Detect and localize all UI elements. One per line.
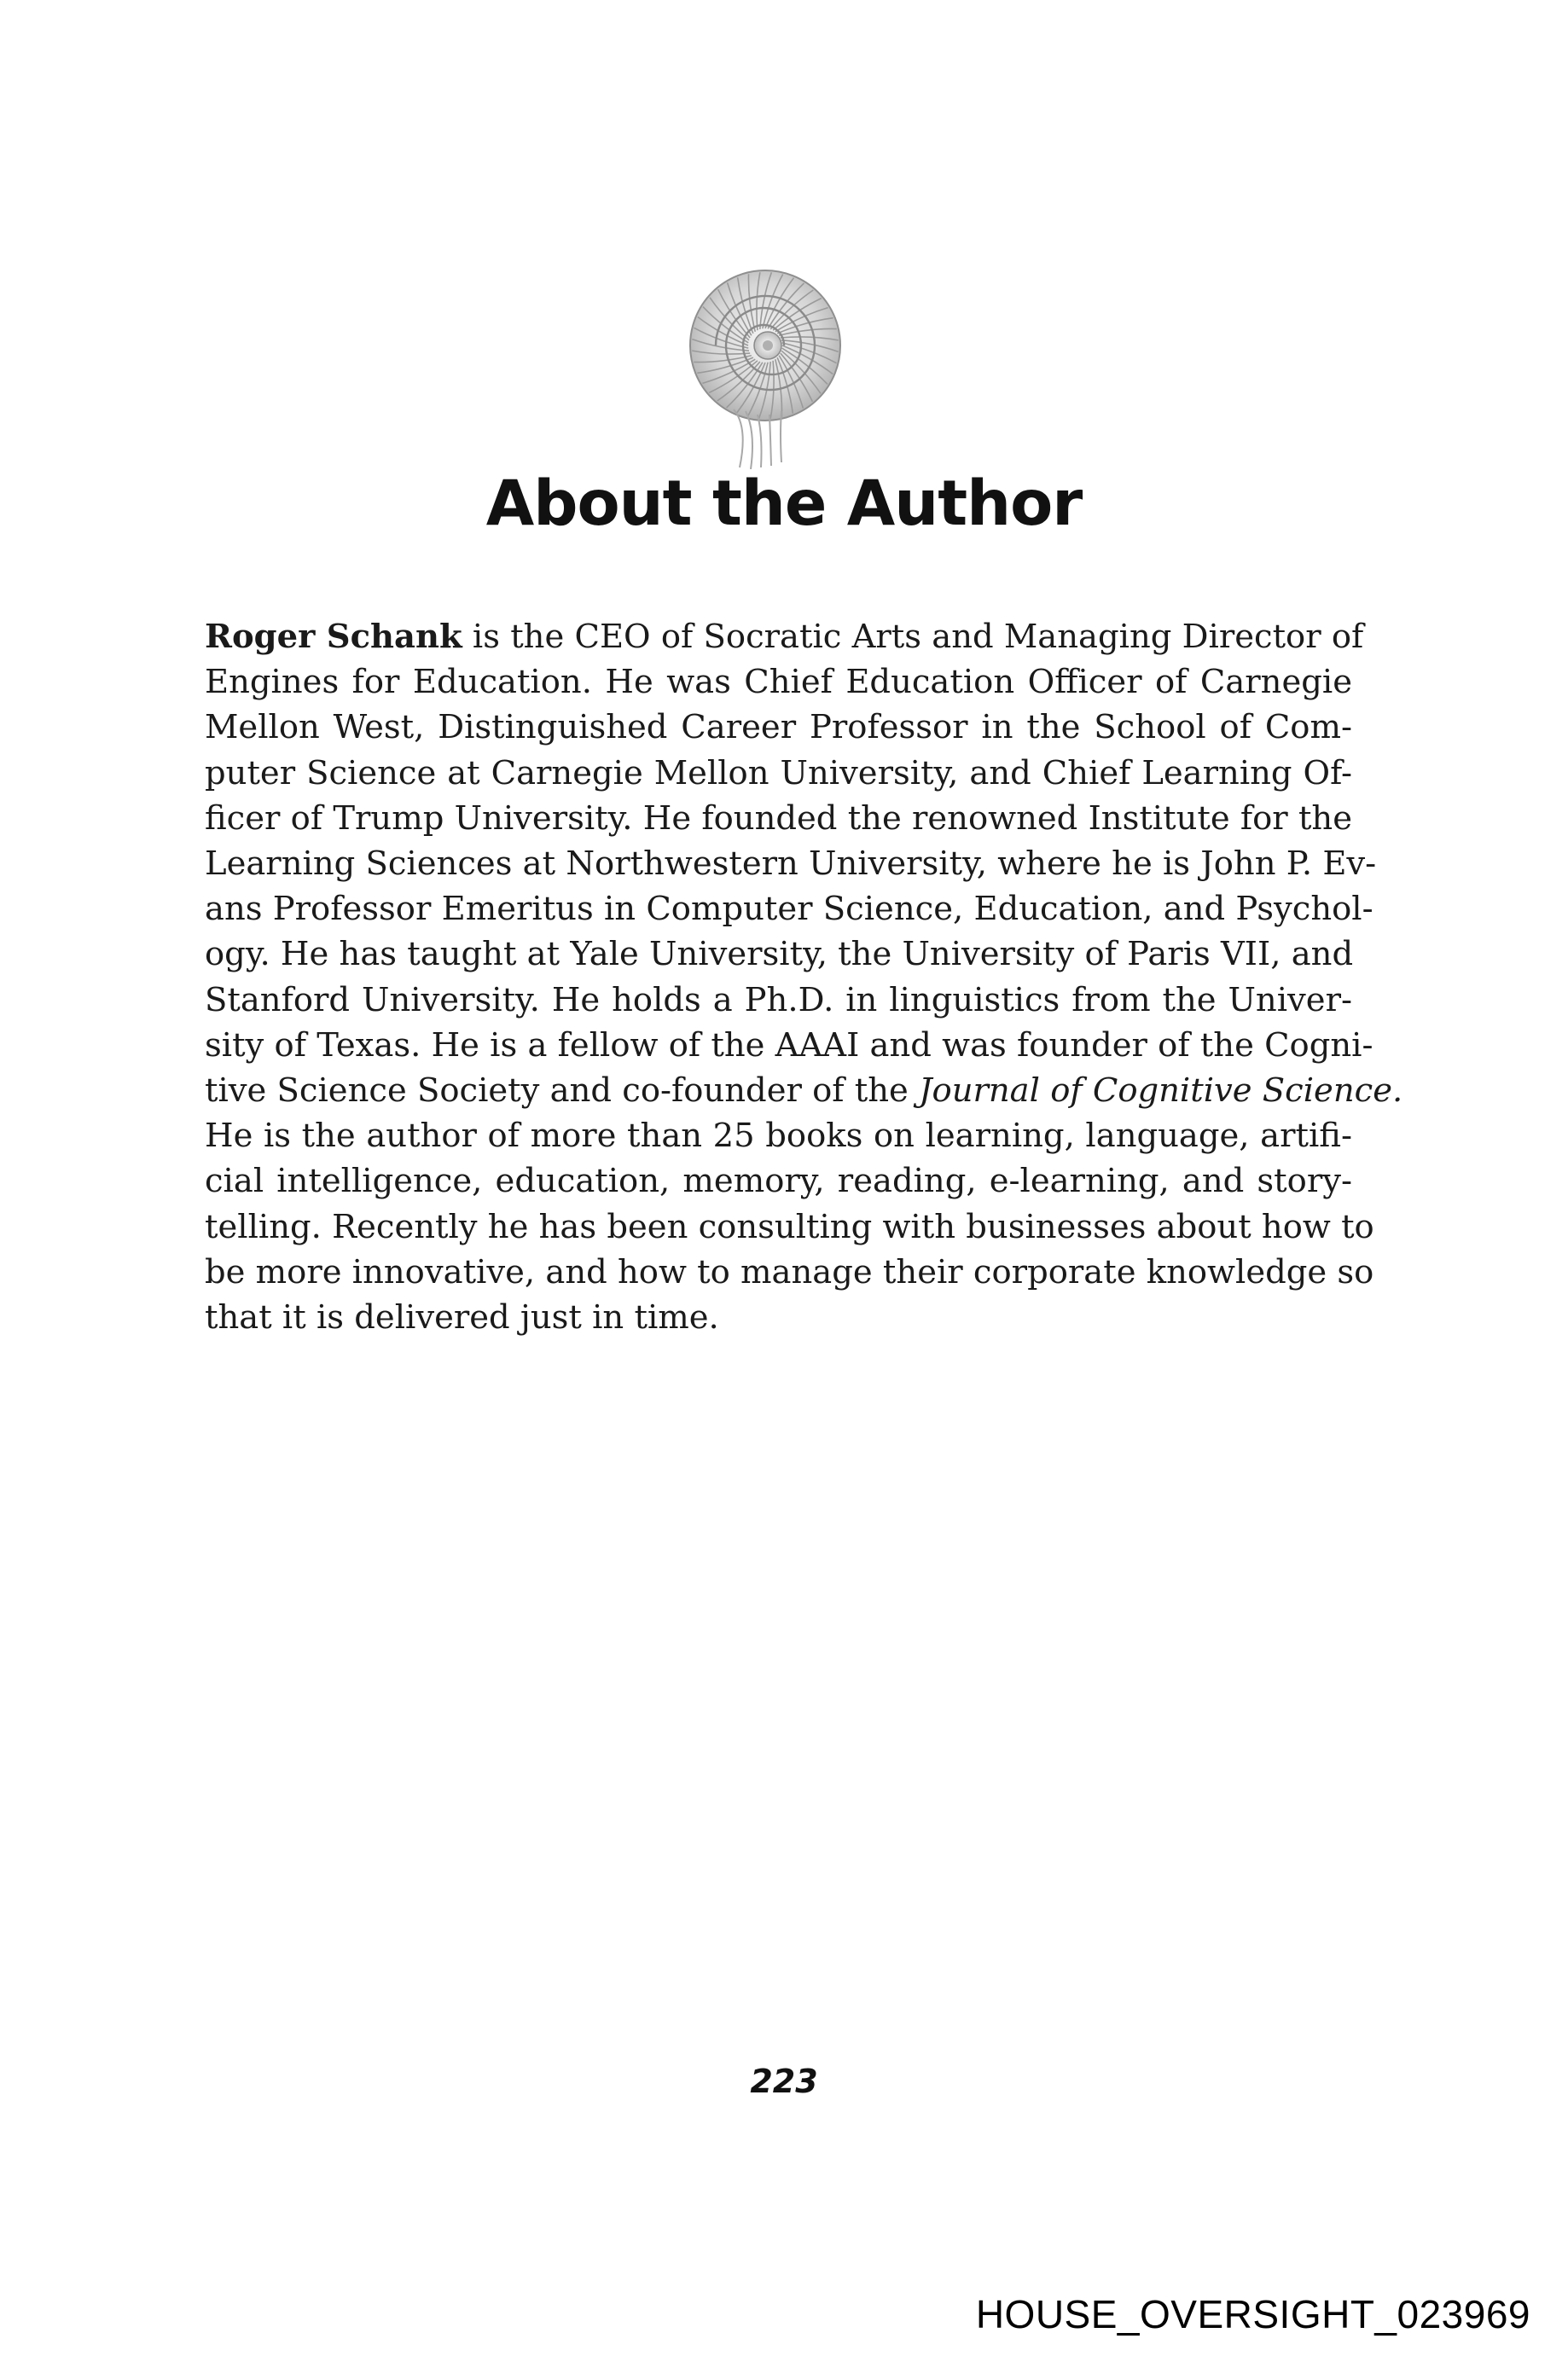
chapter-title: About the Author (485, 467, 1083, 540)
bates-number: HOUSE_OVERSIGHT_023969 (975, 2292, 1530, 2336)
bio-line: ans Professor Emeritus in Computer Science, Education, and Psychol- (205, 890, 1373, 929)
bio-line: ogy. He has taught at Yale University, the University of Paris VII, and (205, 935, 1354, 974)
journal-title: Journal of Cognitive Science. (919, 1071, 1403, 1111)
bio-line: Engines for Education. He was Chief Education Officer of Carnegie (205, 663, 1352, 702)
author-name: Roger Schank (205, 618, 462, 656)
bio-line: ficer of Trump University. He founded the renowned Institute for the (205, 798, 1352, 838)
bio-line: puter Science at Carnegie Mellon University, and Chief Learning Of- (205, 753, 1352, 792)
bio-line: cial intelligence, education, memory, reading, e-learning, and story- (205, 1162, 1352, 1201)
bio-line: telling. Recently he has been consulting with businesses about how to (205, 1207, 1374, 1246)
bio-line: sity of Texas. He is a fellow of the AAAI and was founder of the Cogni- (205, 1025, 1373, 1065)
author-biography (205, 614, 1403, 1340)
bio-line: Roger Schank is the CEO of Socratic Arts and Managing Director of (205, 618, 1364, 656)
bio-line: Stanford University. He holds a Ph.D. in linguistics from the Univer- (205, 980, 1352, 1019)
bio-line: be more innovative, and how to manage their corporate knowledge so (205, 1252, 1374, 1291)
bio-line: Mellon West, Distinguished Career Professor in the School of Com- (205, 708, 1352, 747)
bio-line: Learning Sciences at Northwestern University, where he is John P. Ev- (205, 844, 1377, 884)
bio-line: tive Science Society and co-founder of the Journal of Cognitive Science. (205, 1071, 1403, 1111)
bio-line: He is the author of more than 25 books on learning, language, artifi- (205, 1117, 1352, 1156)
page-number: 223 (750, 2063, 818, 2100)
bio-line: that it is delivered just in time. (205, 1298, 719, 1338)
nautilus-shell-icon (667, 264, 880, 478)
